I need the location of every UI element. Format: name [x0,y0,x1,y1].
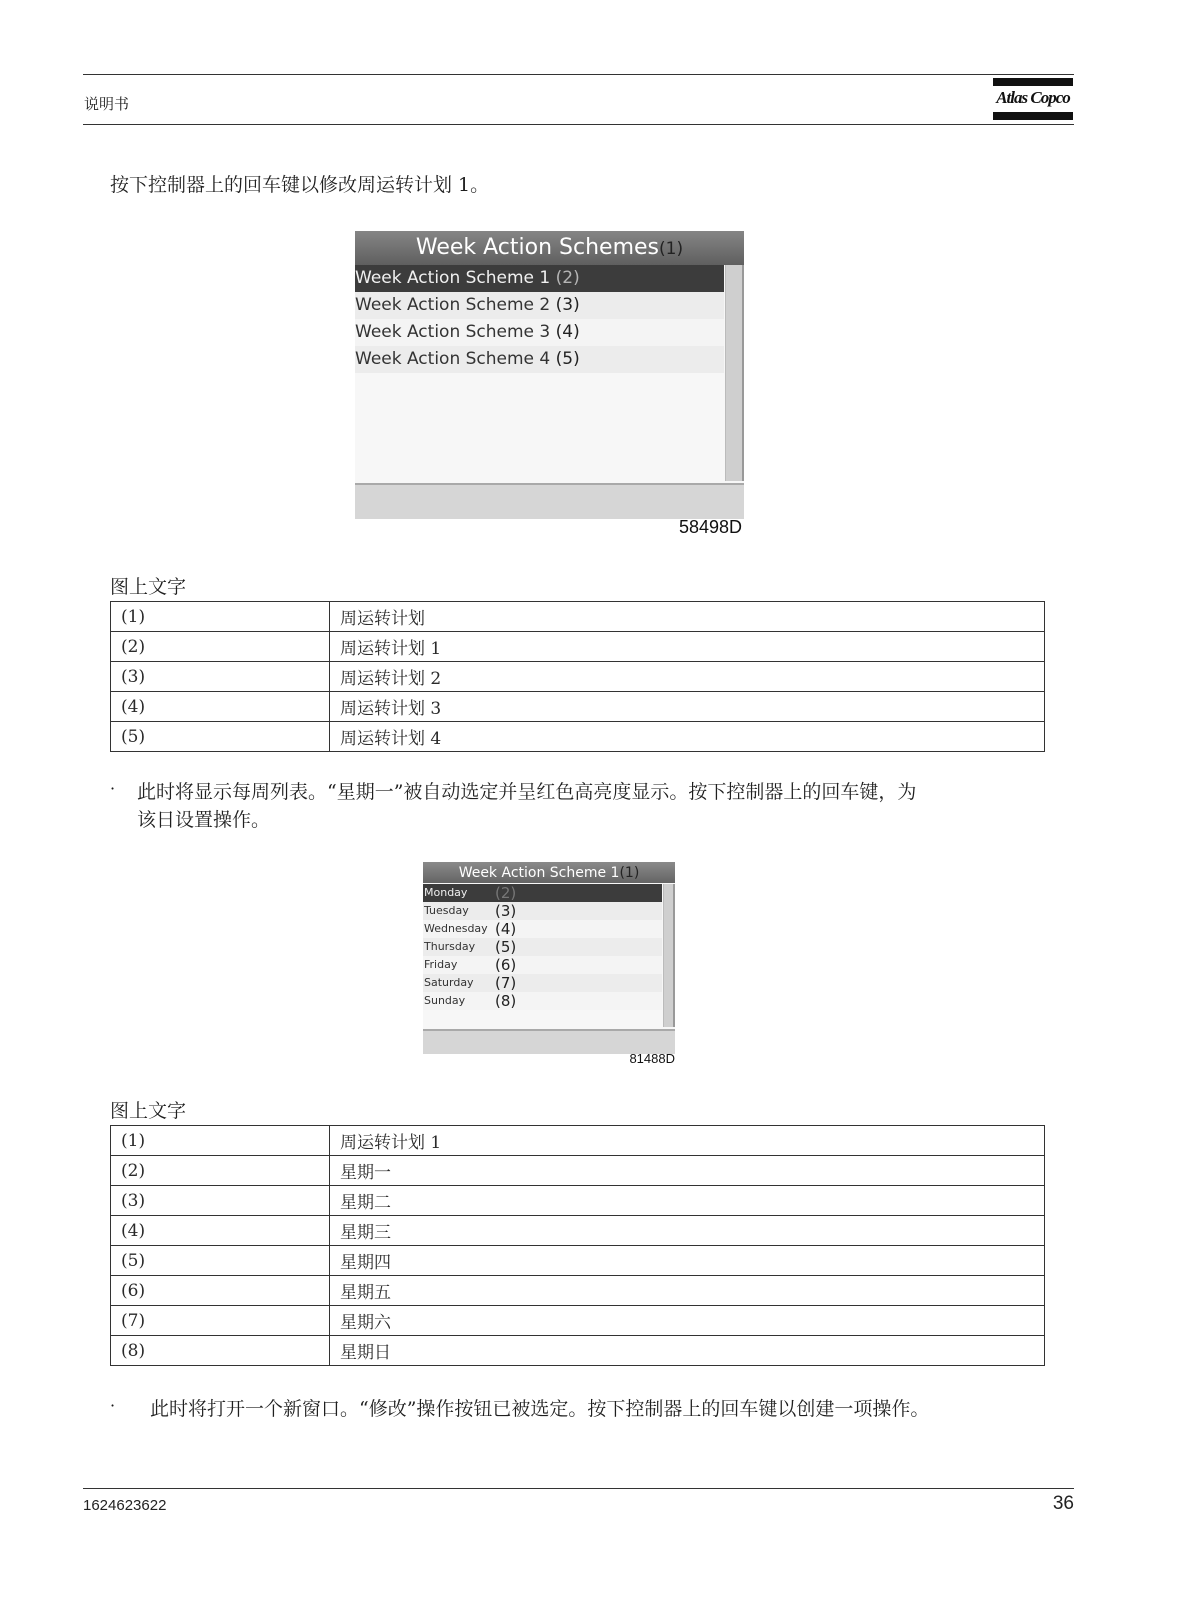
screen-title-callout: (1) [619,865,640,881]
scrollbar[interactable] [725,265,744,481]
day-label: Thursday [424,940,476,953]
scheme-row-label: Week Action Scheme 3 [355,322,551,342]
bullet1-line2: 该日设置操作。 [137,809,271,831]
day-callout: (2) [495,884,517,902]
legend-value: 周运转计划 1 [330,1126,1045,1156]
figure2-code: 81488D [629,1051,675,1066]
legend-key: (7) [111,1306,330,1336]
table-row [111,1186,1045,1216]
table-row [111,692,1045,722]
legend-value: 星期日 [330,1336,1045,1366]
legend-key: (2) [111,632,330,662]
table-row [111,1126,1045,1156]
legend-key: (1) [111,1126,330,1156]
day-row-wednesday[interactable] [423,920,662,938]
scheme-row-3[interactable] [355,319,724,346]
legend-value: 周运转计划 2 [330,662,1045,692]
day-callout: (6) [495,956,517,974]
legend1-table [110,601,1045,752]
document-number: 1624623622 [83,1497,167,1514]
day-label: Friday [424,958,458,971]
day-row-thursday[interactable] [423,938,662,956]
legend-key: (4) [111,692,330,722]
legend-key: (1) [111,602,330,632]
scheme-row-4[interactable] [355,346,724,373]
scheme-row-label: Week Action Scheme 1 [355,268,551,288]
day-callout: (8) [495,992,517,1010]
bullet1-dot: · [110,779,116,798]
header-top-rule [83,74,1074,75]
day-label: Tuesday [424,904,469,917]
legend-value: 星期一 [330,1156,1045,1186]
day-callout: (7) [495,974,517,992]
header-bottom-rule [83,124,1074,125]
footer-rule [83,1488,1074,1489]
screen-title [355,231,744,265]
header-title: 说明书 [84,95,130,113]
legend-value: 星期三 [330,1216,1045,1246]
week-action-scheme-1-screen [423,862,675,1052]
legend-value: 周运转计划 1 [330,632,1045,662]
legend-value: 星期六 [330,1306,1045,1336]
day-row-sunday[interactable] [423,992,662,1010]
legend2-table [110,1125,1045,1366]
scheme-row-1[interactable] [355,265,724,292]
table-row [111,1246,1045,1276]
scheme-row-label: Week Action Scheme 4 [355,349,551,369]
day-label: Sunday [424,994,466,1007]
table-row [111,662,1045,692]
table-row [111,1336,1045,1366]
bullet2-text: 此时将打开一个新窗口。“修改”操作按钮已被选定。按下控制器上的回车键以创建一项操作。 [150,1398,930,1420]
legend-value: 星期五 [330,1276,1045,1306]
table-row [111,602,1045,632]
table-row [111,632,1045,662]
scrollbar[interactable] [663,884,675,1027]
scheme-row-callout: (4) [555,322,580,342]
legend-key: (3) [111,662,330,692]
scheme-row-2[interactable] [355,292,724,319]
day-row-friday[interactable] [423,956,662,974]
legend-value: 周运转计划 4 [330,722,1045,752]
legend-key: (2) [111,1156,330,1186]
logo-top-bar [993,78,1073,86]
legend-value: 周运转计划 [330,602,1045,632]
screen-title-text: Week Action Scheme 1 [458,865,620,881]
bullet2-dot: · [110,1396,116,1415]
legend1-caption: 图上文字 [110,576,187,598]
scheme-row-callout: (3) [555,295,580,315]
day-label: Monday [424,886,468,899]
scheme-row-label: Week Action Scheme 2 [355,295,551,315]
legend-key: (8) [111,1336,330,1366]
atlas-copco-logo [993,78,1073,122]
table-row [111,1276,1045,1306]
legend-key: (4) [111,1216,330,1246]
table-row [111,1156,1045,1186]
intro-paragraph: 按下控制器上的回车键以修改周运转计划 1。 [110,174,490,196]
day-row-monday[interactable] [423,884,662,902]
legend-key: (3) [111,1186,330,1216]
table-row [111,1216,1045,1246]
legend-key: (6) [111,1276,330,1306]
screen-title-callout: (1) [659,239,684,259]
day-row-tuesday[interactable] [423,902,662,920]
table-row [111,1306,1045,1336]
legend-value: 星期四 [330,1246,1045,1276]
logo-bottom-bar [993,112,1073,120]
legend-value: 星期二 [330,1186,1045,1216]
day-row-saturday[interactable] [423,974,662,992]
day-callout: (3) [495,902,517,920]
logo-text: Atlas Copco [996,88,1070,107]
week-action-schemes-screen [355,231,744,517]
day-label: Saturday [424,976,474,989]
scheme-row-callout: (2) [555,268,580,288]
bullet1-line1: 此时将显示每周列表。“星期一”被自动选定并呈红色高亮度显示。按下控制器上的回车键，为 [137,781,917,803]
day-callout: (4) [495,920,517,938]
figure1-code: 58498D [678,517,742,537]
day-label: Wednesday [424,922,488,935]
screen-bottom-bar [355,483,744,519]
legend2-caption: 图上文字 [110,1100,187,1122]
screen-title [423,862,675,883]
page-number: 36 [1052,1493,1074,1514]
legend-key: (5) [111,1246,330,1276]
table-row [111,722,1045,752]
day-callout: (5) [495,938,517,956]
scheme-row-callout: (5) [555,349,580,369]
screen-title-text: Week Action Schemes [415,235,660,260]
legend-value: 周运转计划 3 [330,692,1045,722]
legend-key: (5) [111,722,330,752]
